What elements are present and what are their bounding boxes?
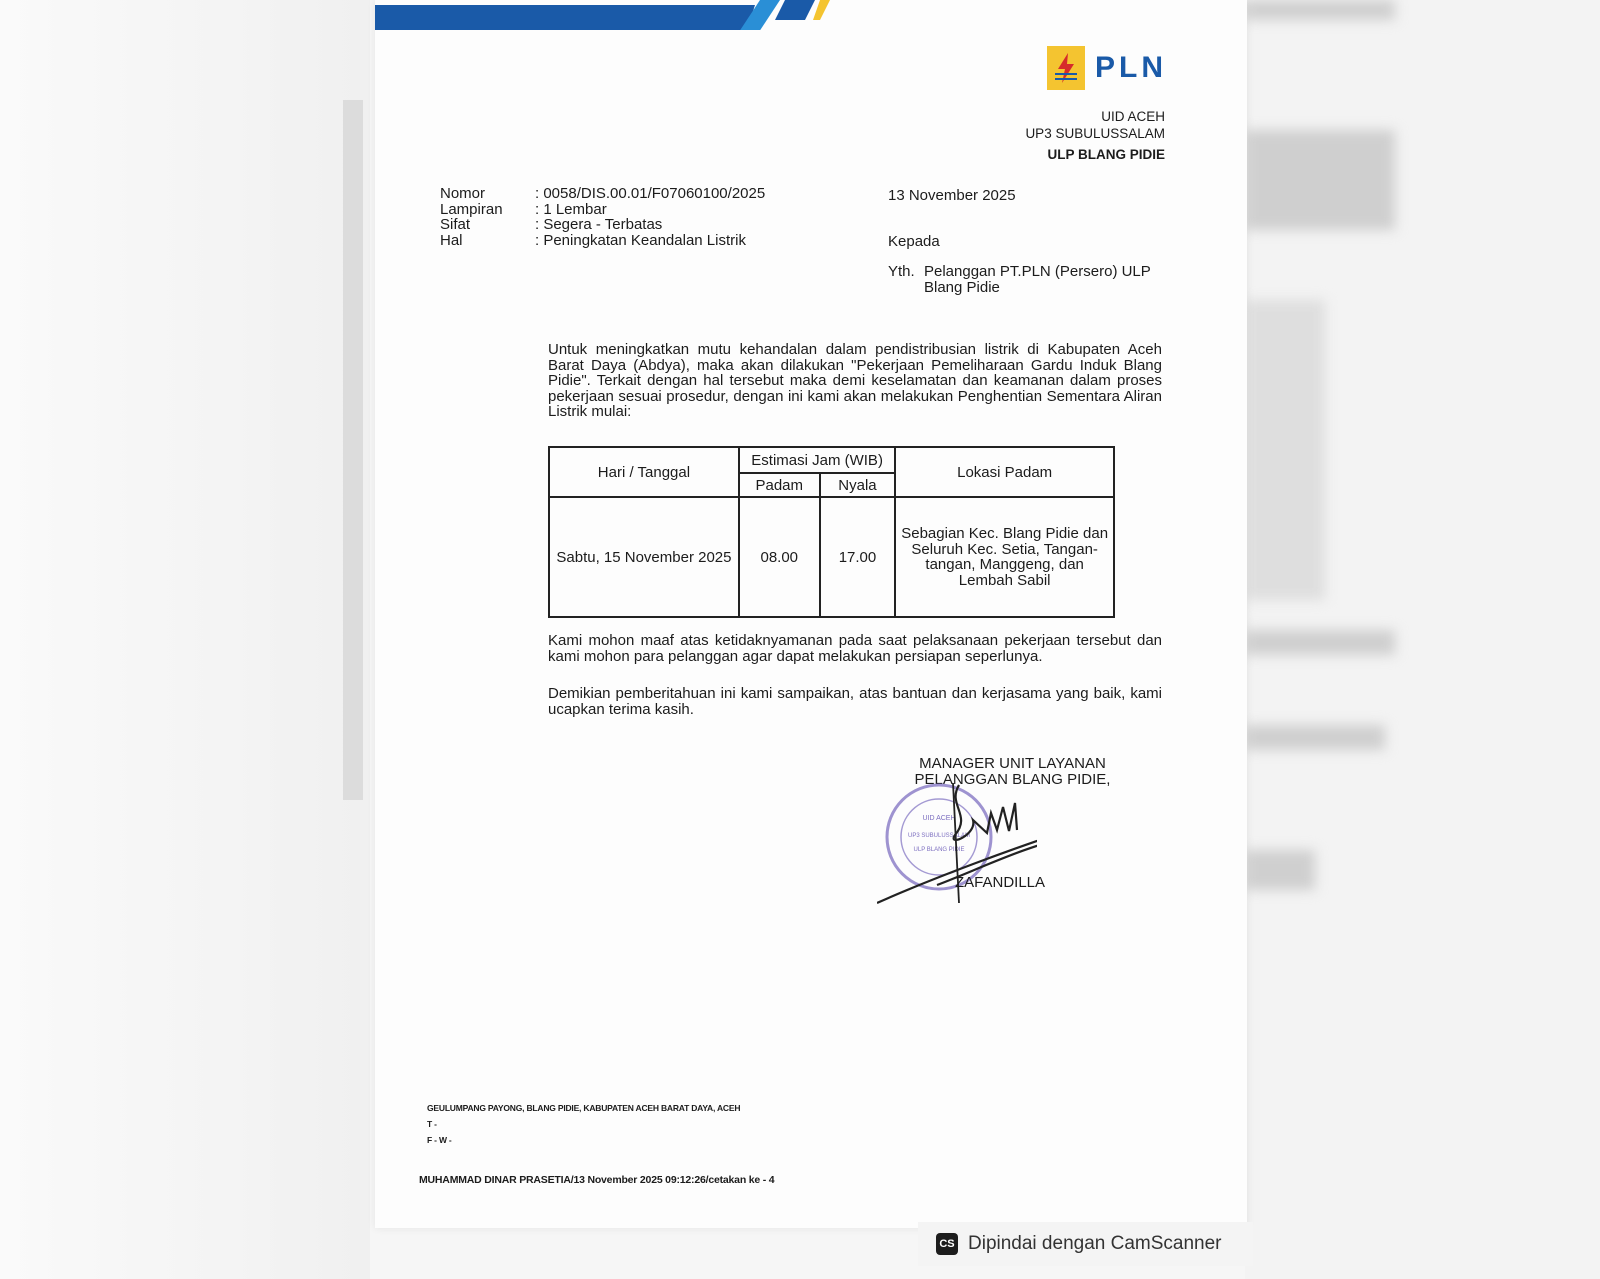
header-location: Lokasi Padam: [895, 447, 1114, 497]
meta-value: : Segera - Terbatas: [535, 216, 663, 233]
header-day: Hari / Tanggal: [549, 447, 739, 497]
letter-page: [375, 0, 1247, 1228]
cell-on: 17.00: [820, 497, 896, 617]
table-header-row: [549, 447, 1114, 473]
footer-address: [427, 1100, 740, 1148]
meta-value: : 0058/DIS.00.01/F07060100/2025: [535, 185, 766, 202]
letter-meta: [440, 186, 765, 248]
blurred-block: [1245, 630, 1395, 655]
blurred-block: [1245, 850, 1315, 890]
pln-logo: [1047, 46, 1167, 90]
meta-key: Nomor: [440, 185, 486, 202]
background-right: [1245, 0, 1600, 1279]
cell-location: Sebagian Kec. Blang Pidie dan Seluruh Kec. Setia, Tangan-tangan, Manggeng, dan Lembah Sabil: [895, 497, 1114, 617]
cell-off: 08.00: [739, 497, 820, 617]
outage-schedule-table: [548, 446, 1115, 618]
header-banner: [375, 0, 845, 30]
meta-key: Lampiran: [440, 200, 503, 218]
background-left: [0, 0, 370, 1279]
signatory-name: ZAFANDILLA: [955, 874, 1046, 891]
unit-line-3: ULP BLANG PIDIE: [1047, 147, 1165, 162]
footer-address-line: GEULUMPANG PAYONG, BLANG PIDIE, KABUPATEN ACEH BARAT DAYA, ACEH: [427, 1103, 741, 1113]
stamp-text-3: ULP BLANG PIDIE: [913, 847, 965, 853]
recipient-kepada: Kepada: [888, 233, 940, 250]
yth-label: Yth.: [888, 263, 915, 280]
meta-row: [440, 186, 765, 202]
signature-title: MANAGER UNIT LAYANAN PELANGGAN BLANG PIDIE,: [914, 755, 1111, 788]
meta-key: Sifat: [440, 216, 471, 233]
lightning-icon: [1047, 46, 1085, 90]
letter-date: 13 November 2025: [888, 187, 1016, 204]
cell-day: Sabtu, 15 November 2025: [549, 497, 739, 617]
stamp-text-1: UID ACEH: [922, 815, 956, 822]
camscanner-icon: CS: [936, 1233, 958, 1255]
camscanner-watermark: [918, 1222, 1253, 1266]
camscanner-text: Dipindai dengan CamScanner: [968, 1233, 1222, 1254]
meta-key: Hal: [440, 231, 463, 249]
meta-value: : 1 Lembar: [535, 200, 607, 218]
yth-value: Pelanggan PT.PLN (Persero) ULP Blang Pidie: [924, 263, 1151, 296]
stamp-text-2: UP3 SUBULUSSALAM: [907, 833, 971, 839]
background-strip: [343, 100, 363, 800]
brand-name: PLN: [1095, 51, 1167, 84]
meta-value: : Peningkatan Keandalan Listrik: [535, 231, 746, 249]
header-on: Nyala: [820, 473, 896, 497]
recipient-yth: [888, 264, 1164, 295]
meta-row: [440, 233, 765, 249]
table-row: [549, 497, 1114, 617]
footer-phone: T -: [427, 1119, 437, 1129]
header-estimate: Estimasi Jam (WIB): [739, 447, 895, 473]
blurred-block: [1245, 0, 1395, 20]
blurred-block: [1245, 725, 1385, 750]
footer-print-info: MUHAMMAD DINAR PRASETIA/13 November 2025 09:12:26/cetakan ke - 4: [419, 1174, 775, 1186]
header-off: Padam: [739, 473, 820, 497]
footer-fax-web: F - W -: [427, 1135, 452, 1145]
blurred-block: [1245, 130, 1395, 230]
unit-line-1: UID ACEH: [1101, 109, 1165, 124]
meta-row: [440, 217, 765, 233]
paragraph-apology: Kami mohon maaf atas ketidaknyamanan pada saat pelaksanaan pekerjaan tersebut dan kami mohon para pelanggan agar dapat melakukan persiapan seperlunya.: [548, 632, 1162, 665]
unit-address: [1025, 108, 1165, 163]
unit-line-2: UP3 SUBULUSSALAM: [1025, 126, 1165, 141]
blurred-block: [1245, 300, 1325, 600]
paragraph-intro: Untuk meningkatkan mutu kehandalan dalam pendistribusian listrik di Kabupaten Aceh Barat Daya (Abdya), maka akan dilakukan "Pekerjaan Pemeliharaan Gardu Induk Blang Pidie". Terkait dengan hal tersebut maka demi keselamatan dan keamanan dalam proses pekerjaan sesuai prosedur, dengan ini kami akan melakukan Penghentian Sementara Aliran Listrik mulai:: [548, 341, 1162, 420]
meta-row: [440, 202, 765, 218]
paragraph-closing: Demikian pemberitahuan ini kami sampaikan, atas bantuan dan kerjasama yang baik, kami ucapkan terima kasih.: [548, 685, 1162, 718]
